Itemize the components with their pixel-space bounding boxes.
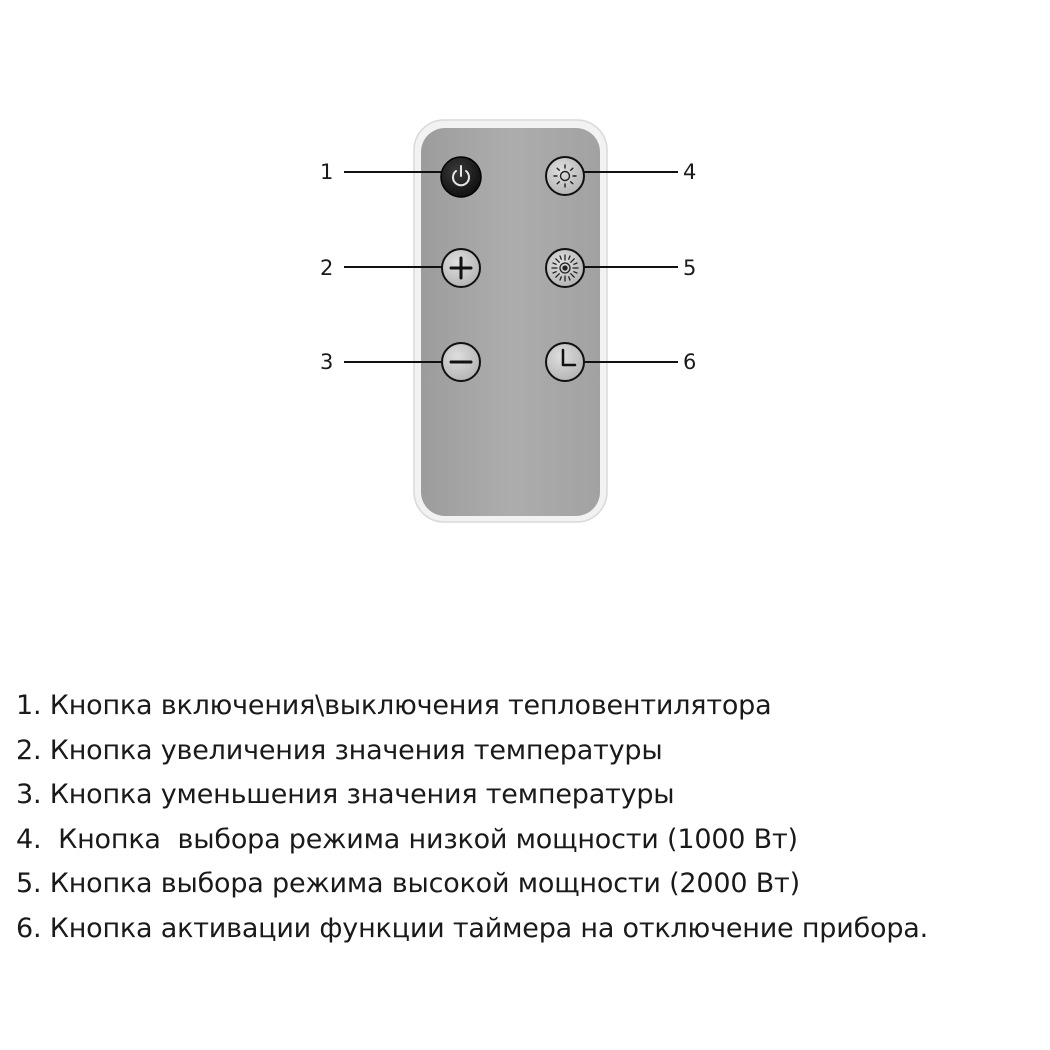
- callout-number-1: 1: [320, 160, 334, 184]
- temperature-down-button[interactable]: [442, 343, 480, 381]
- callout-number-3: 3: [320, 350, 334, 374]
- button-legend: [16, 684, 1046, 951]
- callout-number-5: 5: [683, 256, 697, 280]
- legend-item-3: 3. Кнопка уменьшения значения температуры: [16, 779, 675, 810]
- timer-button[interactable]: [546, 343, 584, 381]
- power-button[interactable]: [441, 157, 481, 197]
- callout-number-4: 4: [683, 160, 697, 184]
- legend-item-2: 2. Кнопка увеличения значения температуры: [16, 734, 663, 766]
- legend-item-1: 1. Кнопка включения\выключения тепловентилятора: [16, 690, 772, 721]
- legend-item-4: 4. Кнопка выбора режима низкой мощности (1000 Вт): [16, 823, 798, 855]
- callout-number-2: 2: [320, 256, 334, 280]
- temperature-up-button[interactable]: [442, 249, 480, 287]
- low-power-button[interactable]: [546, 157, 584, 195]
- legend-item-6: 6. Кнопка активации функции таймера на отключение прибора.: [16, 912, 929, 944]
- legend-item-5: 5. Кнопка выбора режима высокой мощности (2000 Вт): [16, 868, 800, 899]
- callout-number-6: 6: [683, 350, 697, 374]
- high-power-button[interactable]: [546, 249, 584, 287]
- sun-high-icon: [552, 255, 578, 281]
